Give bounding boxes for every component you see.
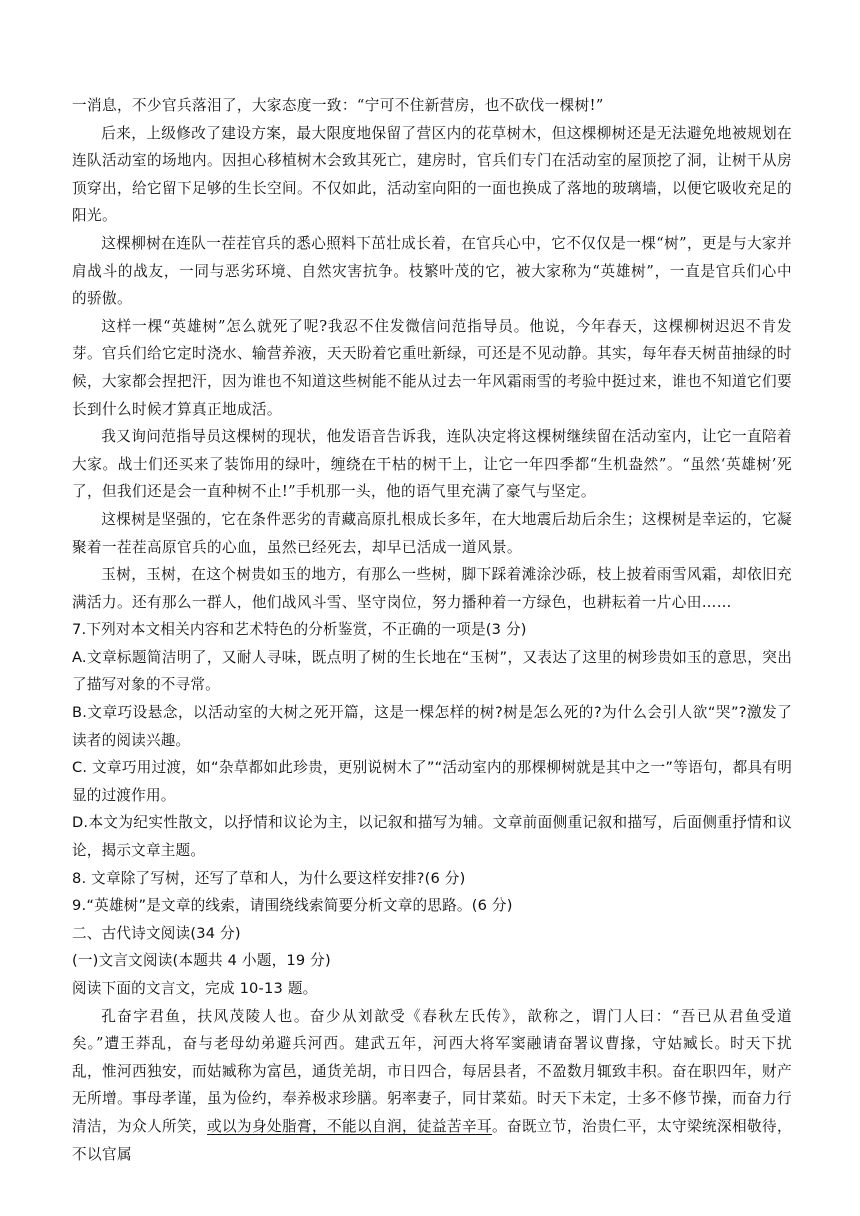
question-7-option-a: A.文章标题简洁明了，又耐人寻味，既点明了树的生长地在“玉树”，又表达了这里的树珍贵如玉的意思，突出了描写对象的不寻常。 xyxy=(72,648,792,694)
question-9: 9.“英雄树”是文章的线索，请围绕线索简要分析文章的思路。(6 分) xyxy=(72,897,513,915)
passage-paragraph-3: 这样一棵“英雄树”怎么就死了呢?我忍不住发微信问范指导员。他说，今年春天，这棵柳树迟迟不肯发芽。官兵们给它定时浇水、输营养液，天天盼着它重吐新绿，可还是不见动静。其实，每年春天树苗抽绿的时候，大家都会捏把汗，因为谁也不知道这些树能不能从过去一年风霜雨雪的考验中挺过来，谁也不知道它们要长到什么时候才算真正地成活。 xyxy=(72,317,792,418)
question-8: 8. 文章除了写树，还写了草和人，为什么要这样安排?(6 分) xyxy=(72,869,466,887)
classical-text-underlined-sentence: 或以为身处脂膏，不能以自润，徒益苦辛耳 xyxy=(207,1117,492,1135)
page-content xyxy=(72,92,792,1168)
question-7-option-c: C. 文章巧用过渡，如“杂草都如此珍贵，更别说树木了”“活动室内的那棵柳树就是其中之一”等语句，都具有明显的过渡作用。 xyxy=(72,759,792,804)
passage-paragraph-6: 玉树，玉树，在这个树贵如玉的地方，有那么一些树，脚下踩着滩涂沙砾，枝上披着雨雪风霜，却依旧充满活力。还有那么一群人，他们战风斗雪、坚守岗位，努力播种着一方绿色，也耕耘着一片心田…… xyxy=(72,566,792,611)
section-2-subtitle: (一)文言文阅读(本题共 4 小题，19 分) xyxy=(72,952,331,970)
classical-text-part-1: 孔奋字君鱼，扶风茂陵人也。奋少从刘歆受《春秋左氏传》，歆称之，谓门人曰：“吾已从君鱼受道矣。”遭王莽乱，奋与老母幼弟避兵河西。建武五年，河西大将军窦融请奋署议曹掾，守姑臧长。时天下扰乱，惟河西独安，而姑臧称为富邑，通货羌胡，市日四合，每居县者，不盈数月辄致丰积。奋在职四年，财产无所增。事母孝谨，虽为俭约，奉养极求珍膳。躬率妻子，同甘菜茹。时天下未定，士多不修节操，而奋力行清洁，为众人所笑， xyxy=(72,1007,792,1135)
question-7-option-b: B.文章巧设悬念，以活动室的大树之死开篇，这是一棵怎样的树?树是怎么死的?为什么会引人欲“哭”?激发了读者的阅读兴趣。 xyxy=(72,704,792,749)
passage-paragraph-1: 后来，上级修改了建设方案，最大限度地保留了营区内的花草树木，但这棵柳树还是无法避免地被规划在连队活动室的场地内。因担心移植树木会致其死亡，建房时，官兵们专门在活动室的屋顶挖了洞，让树干从房顶穿出，给它留下足够的生长空间。不仅如此，活动室向阳的一面也换成了落地的玻璃墙，以便它吸收充足的阳光。 xyxy=(72,124,792,225)
passage-paragraph-2: 这棵柳树在连队一茬茬官兵的悉心照料下茁壮成长着，在官兵心中，它不仅仅是一棵“树”，更是与大家并肩战斗的战友，一同与恶劣环境、自然灾害抗争。枝繁叶茂的它，被大家称为“英雄树”，一直是官兵们心中的骄傲。 xyxy=(72,234,792,308)
section-2-instruction: 阅读下面的文言文，完成 10-13 题。 xyxy=(72,980,318,997)
passage-paragraph-5: 这棵树是坚强的，它在条件恶劣的青藏高原扎根成长多年，在大地震后劫后余生；这棵树是幸运的，它凝聚着一茬茬高原官兵的心血，虽然已经死去，却早已活成一道风景。 xyxy=(72,510,792,556)
section-2-title: 二、古代诗文阅读(34 分) xyxy=(72,924,241,942)
classical-text-part-2: 。奋既立节，治贵仁平，太守梁统深相敬待，不以官属 xyxy=(72,1117,792,1163)
passage-paragraph-4: 我又询问范指导员这棵树的现状，他发语音告诉我，连队决定将这棵树继续留在活动室内，让它一直陪着大家。战士们还买来了装饰用的绿叶，缠绕在干枯的树干上，让它一年四季都“生机盎然”。“虽然‘英雄树’死了，但我们还是会一直种树不止!”手机那一头，他的语气里充满了豪气与坚定。 xyxy=(72,428,792,501)
classical-text-paragraph xyxy=(72,1003,792,1169)
question-7-option-d: D.本文为纪实性散文，以抒情和议论为主，以记叙和描写为辅。文章前面侧重记叙和描写，后面侧重抒情和议论，揭示文章主题。 xyxy=(72,814,792,860)
question-7-stem: 7.下列对本文相关内容和艺术特色的分析鉴赏，不正确的一项是(3 分) xyxy=(72,621,527,639)
passage-paragraph-intro: 一消息，不少官兵落泪了，大家态度一致：“宁可不住新营房，也不砍伐一棵树!” xyxy=(72,97,604,114)
